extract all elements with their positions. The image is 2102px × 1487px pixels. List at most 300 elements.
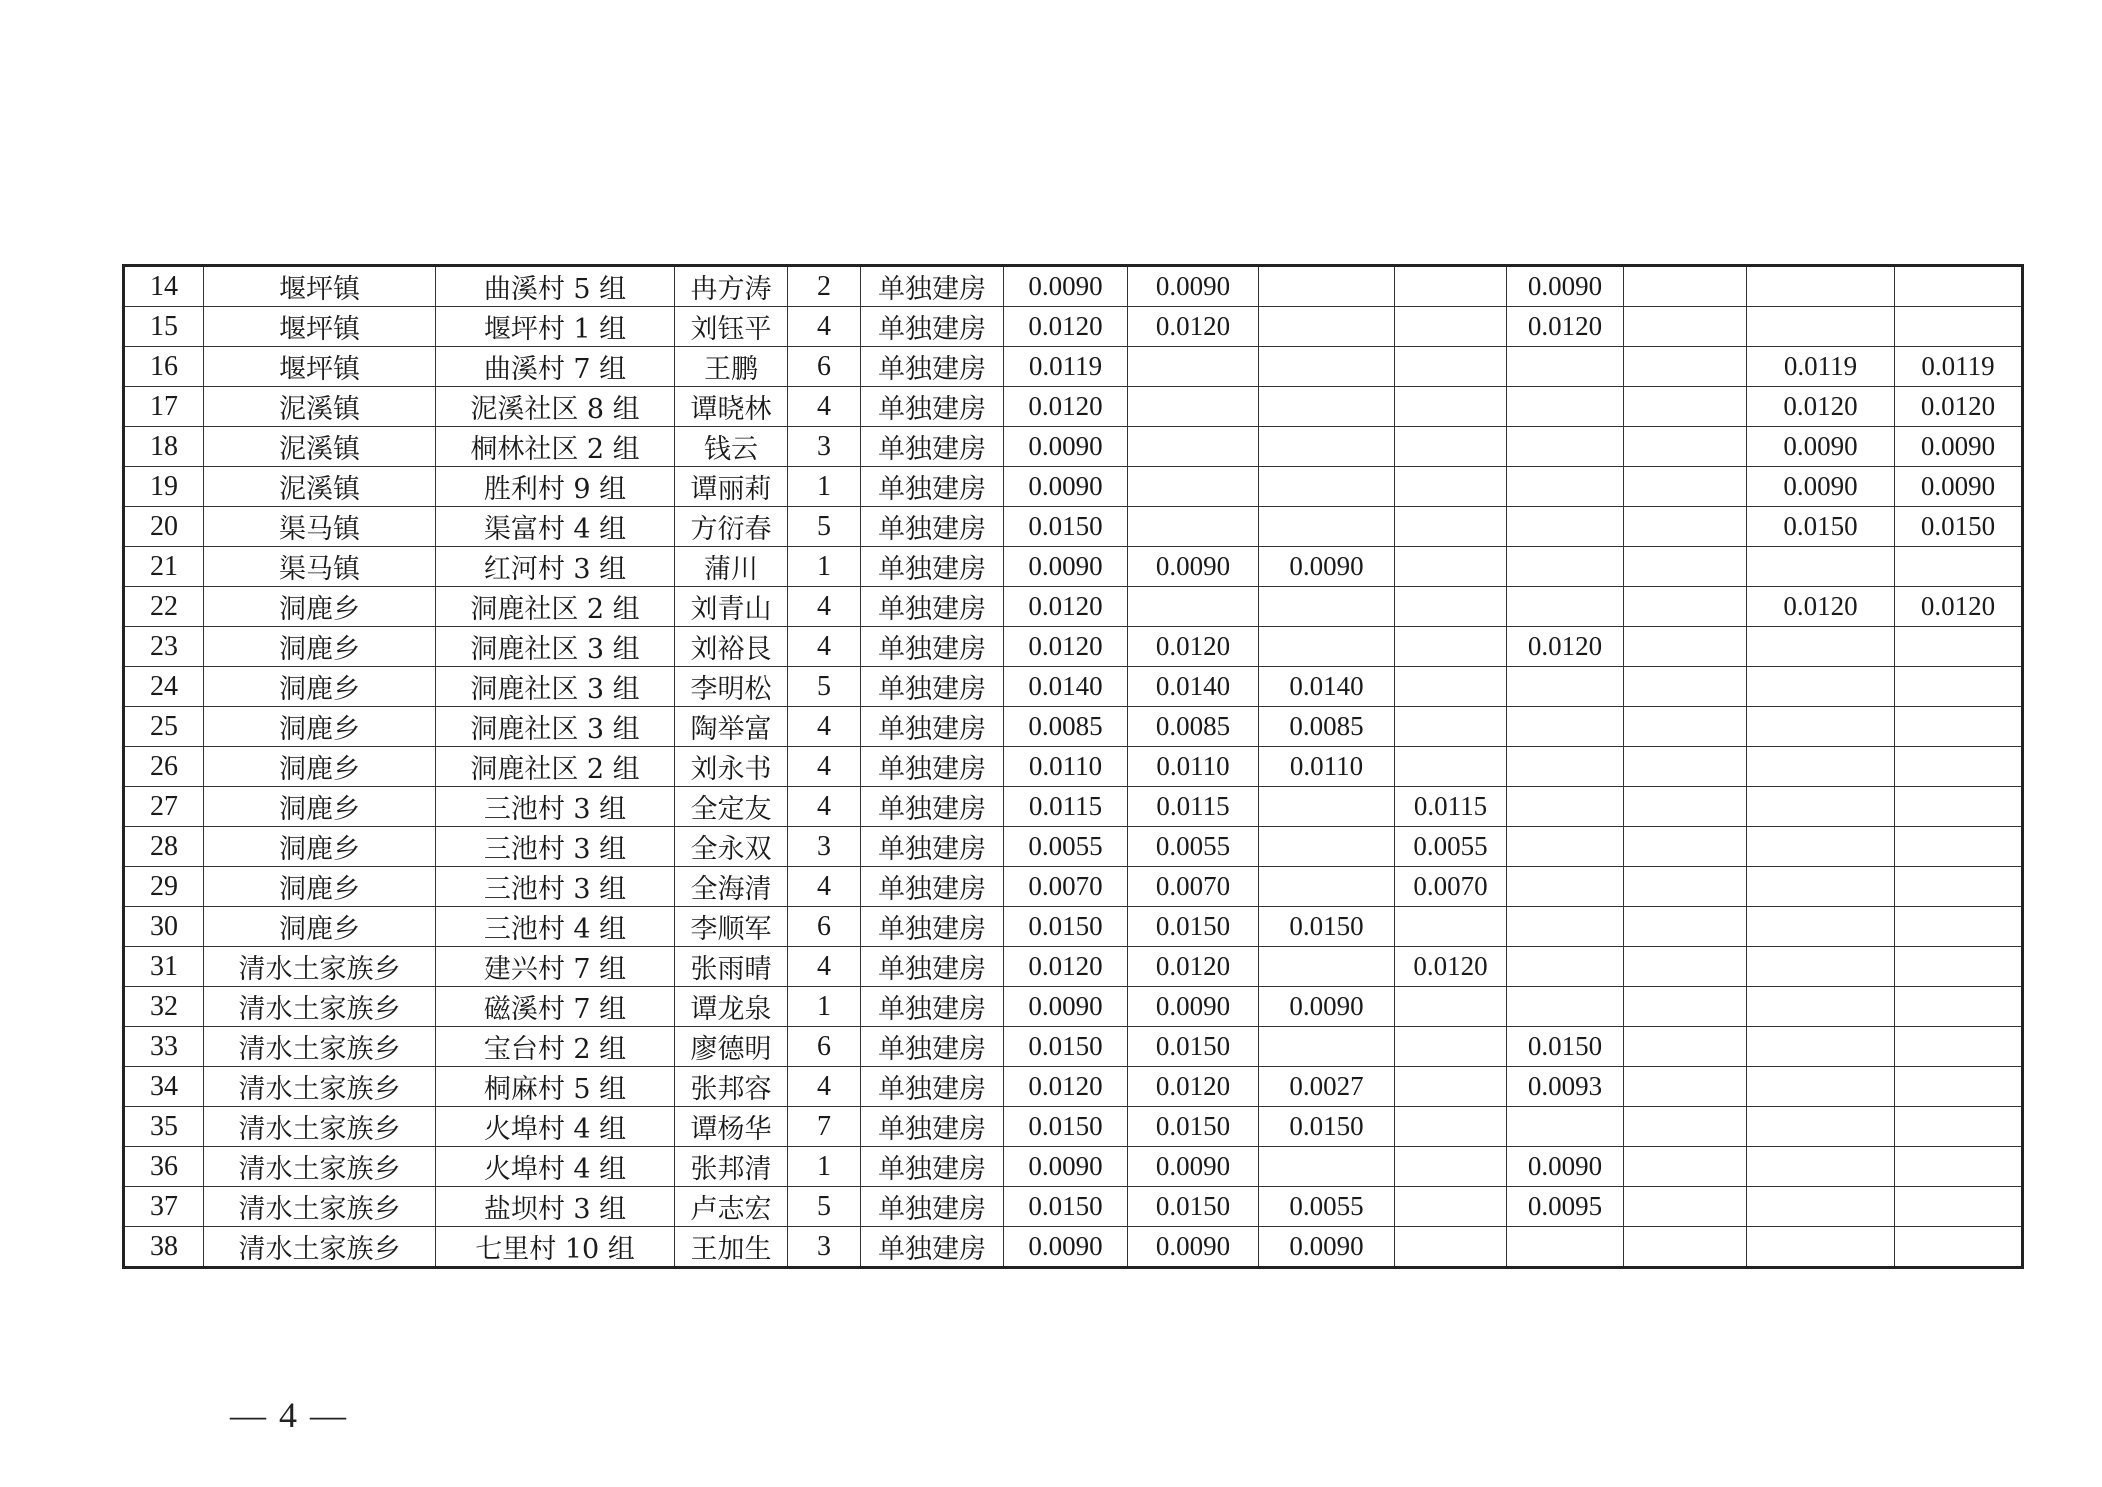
- area-col2-cell: 0.0085: [1128, 707, 1259, 747]
- applicant-name-cell: 王加生: [675, 1227, 788, 1268]
- household-size-cell: 4: [788, 787, 861, 827]
- area-total-cell: 0.0120: [1004, 307, 1128, 347]
- area-col6-cell: [1624, 1107, 1747, 1147]
- row-number-cell: 21: [124, 547, 204, 587]
- applicant-name-cell: 廖德明: [675, 1027, 788, 1067]
- row-number-cell: 37: [124, 1187, 204, 1227]
- build-type-cell: 单独建房: [861, 827, 1004, 867]
- household-size-cell: 3: [788, 827, 861, 867]
- row-number-cell: 32: [124, 987, 204, 1027]
- area-col3-cell: 0.0027: [1259, 1067, 1395, 1107]
- area-col5-cell: 0.0090: [1507, 1147, 1624, 1187]
- table-row: [124, 947, 2023, 987]
- area-col3-cell: [1259, 427, 1395, 467]
- area-col8-cell: [1895, 907, 2023, 947]
- applicant-name-cell: 谭杨华: [675, 1107, 788, 1147]
- row-number-cell: 36: [124, 1147, 204, 1187]
- area-total-cell: 0.0120: [1004, 1067, 1128, 1107]
- area-col5-cell: [1507, 507, 1624, 547]
- area-col7-cell: 0.0119: [1747, 347, 1895, 387]
- area-col2-cell: [1128, 347, 1259, 387]
- table-row: [124, 427, 2023, 467]
- village-group-cell: 曲溪村 7 组: [436, 347, 675, 387]
- area-col2-cell: 0.0090: [1128, 266, 1259, 307]
- table-row: [124, 1187, 2023, 1227]
- build-type-cell: 单独建房: [861, 707, 1004, 747]
- build-type-cell: 单独建房: [861, 507, 1004, 547]
- build-type-cell: 单独建房: [861, 427, 1004, 467]
- area-total-cell: 0.0120: [1004, 627, 1128, 667]
- area-col4-cell: 0.0115: [1395, 787, 1507, 827]
- household-size-cell: 7: [788, 1107, 861, 1147]
- area-col6-cell: [1624, 707, 1747, 747]
- area-col2-cell: [1128, 387, 1259, 427]
- area-total-cell: 0.0150: [1004, 1107, 1128, 1147]
- build-type-cell: 单独建房: [861, 467, 1004, 507]
- area-col6-cell: [1624, 987, 1747, 1027]
- area-col4-cell: [1395, 347, 1507, 387]
- village-group-cell: 三池村 3 组: [436, 787, 675, 827]
- area-col7-cell: [1747, 867, 1895, 907]
- table-row: [124, 747, 2023, 787]
- area-col3-cell: 0.0110: [1259, 747, 1395, 787]
- area-col2-cell: 0.0120: [1128, 627, 1259, 667]
- row-number-cell: 23: [124, 627, 204, 667]
- area-col2-cell: 0.0150: [1128, 1187, 1259, 1227]
- household-size-cell: 3: [788, 427, 861, 467]
- area-col8-cell: [1895, 627, 2023, 667]
- township-cell: 泥溪镇: [204, 467, 436, 507]
- household-size-cell: 1: [788, 987, 861, 1027]
- area-col4-cell: [1395, 1027, 1507, 1067]
- township-cell: 洞鹿乡: [204, 587, 436, 627]
- row-number-cell: 19: [124, 467, 204, 507]
- table-row: [124, 266, 2023, 307]
- household-size-cell: 1: [788, 547, 861, 587]
- area-col5-cell: 0.0150: [1507, 1027, 1624, 1067]
- village-group-cell: 洞鹿社区 2 组: [436, 747, 675, 787]
- area-total-cell: 0.0150: [1004, 1027, 1128, 1067]
- area-col4-cell: [1395, 707, 1507, 747]
- applicant-name-cell: 谭晓林: [675, 387, 788, 427]
- area-col7-cell: 0.0090: [1747, 467, 1895, 507]
- table-row: [124, 347, 2023, 387]
- area-total-cell: 0.0090: [1004, 266, 1128, 307]
- area-col8-cell: 0.0150: [1895, 507, 2023, 547]
- village-group-cell: 磁溪村 7 组: [436, 987, 675, 1027]
- area-col5-cell: [1507, 387, 1624, 427]
- area-col5-cell: [1507, 747, 1624, 787]
- area-col5-cell: [1507, 347, 1624, 387]
- area-col2-cell: [1128, 427, 1259, 467]
- area-col3-cell: [1259, 307, 1395, 347]
- area-col5-cell: 0.0120: [1507, 627, 1624, 667]
- household-size-cell: 2: [788, 266, 861, 307]
- household-size-cell: 5: [788, 507, 861, 547]
- township-cell: 渠马镇: [204, 507, 436, 547]
- area-col5-cell: [1507, 667, 1624, 707]
- build-type-cell: 单独建房: [861, 1067, 1004, 1107]
- area-col7-cell: 0.0120: [1747, 387, 1895, 427]
- area-col7-cell: [1747, 1027, 1895, 1067]
- area-col4-cell: [1395, 1107, 1507, 1147]
- area-col3-cell: [1259, 827, 1395, 867]
- area-col5-cell: 0.0090: [1507, 266, 1624, 307]
- area-col4-cell: [1395, 1227, 1507, 1268]
- area-col7-cell: [1747, 707, 1895, 747]
- area-col7-cell: [1747, 627, 1895, 667]
- build-type-cell: 单独建房: [861, 266, 1004, 307]
- area-col3-cell: [1259, 387, 1395, 427]
- row-number-cell: 17: [124, 387, 204, 427]
- area-col5-cell: [1507, 907, 1624, 947]
- area-col7-cell: [1747, 827, 1895, 867]
- area-col3-cell: 0.0150: [1259, 907, 1395, 947]
- area-col8-cell: [1895, 827, 2023, 867]
- area-col3-cell: [1259, 266, 1395, 307]
- township-cell: 洞鹿乡: [204, 747, 436, 787]
- row-number-cell: 35: [124, 1107, 204, 1147]
- area-col4-cell: [1395, 747, 1507, 787]
- area-col2-cell: 0.0150: [1128, 1107, 1259, 1147]
- area-col8-cell: [1895, 787, 2023, 827]
- build-type-cell: 单独建房: [861, 347, 1004, 387]
- household-size-cell: 6: [788, 347, 861, 387]
- village-group-cell: 宝台村 2 组: [436, 1027, 675, 1067]
- household-size-cell: 4: [788, 747, 861, 787]
- area-col7-cell: [1747, 907, 1895, 947]
- area-col4-cell: [1395, 587, 1507, 627]
- township-cell: 洞鹿乡: [204, 667, 436, 707]
- build-type-cell: 单独建房: [861, 387, 1004, 427]
- village-group-cell: 洞鹿社区 3 组: [436, 627, 675, 667]
- area-col2-cell: 0.0070: [1128, 867, 1259, 907]
- row-number-cell: 16: [124, 347, 204, 387]
- table-row: [124, 1067, 2023, 1107]
- table-row: [124, 667, 2023, 707]
- area-col7-cell: [1747, 1227, 1895, 1268]
- build-type-cell: 单独建房: [861, 1027, 1004, 1067]
- area-col3-cell: [1259, 867, 1395, 907]
- area-total-cell: 0.0119: [1004, 347, 1128, 387]
- table-row: [124, 827, 2023, 867]
- area-col2-cell: 0.0090: [1128, 1147, 1259, 1187]
- area-col7-cell: [1747, 266, 1895, 307]
- build-type-cell: 单独建房: [861, 627, 1004, 667]
- applicant-name-cell: 钱云: [675, 427, 788, 467]
- village-group-cell: 盐坝村 3 组: [436, 1187, 675, 1227]
- table-body: [124, 266, 2023, 1268]
- area-col7-cell: 0.0150: [1747, 507, 1895, 547]
- area-col6-cell: [1624, 627, 1747, 667]
- household-size-cell: 3: [788, 1227, 861, 1268]
- area-col4-cell: [1395, 507, 1507, 547]
- village-group-cell: 桐林社区 2 组: [436, 427, 675, 467]
- village-group-cell: 火埠村 4 组: [436, 1107, 675, 1147]
- area-col5-cell: [1507, 947, 1624, 987]
- area-col5-cell: [1507, 707, 1624, 747]
- table-row: [124, 787, 2023, 827]
- area-col5-cell: [1507, 1107, 1624, 1147]
- area-col3-cell: [1259, 1027, 1395, 1067]
- area-total-cell: 0.0055: [1004, 827, 1128, 867]
- area-col6-cell: [1624, 1187, 1747, 1227]
- area-col6-cell: [1624, 507, 1747, 547]
- village-group-cell: 堰坪村 1 组: [436, 307, 675, 347]
- applicant-name-cell: 李明松: [675, 667, 788, 707]
- area-col3-cell: 0.0140: [1259, 667, 1395, 707]
- area-col7-cell: [1747, 747, 1895, 787]
- area-col3-cell: 0.0150: [1259, 1107, 1395, 1147]
- area-col4-cell: [1395, 1067, 1507, 1107]
- area-col8-cell: [1895, 1107, 2023, 1147]
- household-size-cell: 4: [788, 387, 861, 427]
- area-col2-cell: 0.0120: [1128, 947, 1259, 987]
- area-col5-cell: [1507, 547, 1624, 587]
- row-number-cell: 27: [124, 787, 204, 827]
- area-total-cell: 0.0150: [1004, 907, 1128, 947]
- build-type-cell: 单独建房: [861, 867, 1004, 907]
- area-col4-cell: [1395, 467, 1507, 507]
- area-col4-cell: [1395, 1187, 1507, 1227]
- table-row: [124, 547, 2023, 587]
- applicant-name-cell: 谭丽莉: [675, 467, 788, 507]
- area-col8-cell: 0.0119: [1895, 347, 2023, 387]
- township-cell: 洞鹿乡: [204, 627, 436, 667]
- area-col8-cell: 0.0090: [1895, 427, 2023, 467]
- table-row: [124, 867, 2023, 907]
- area-col3-cell: 0.0085: [1259, 707, 1395, 747]
- area-col5-cell: 0.0095: [1507, 1187, 1624, 1227]
- area-col6-cell: [1624, 427, 1747, 467]
- land-use-table: [122, 264, 2024, 1269]
- area-col7-cell: [1747, 787, 1895, 827]
- village-group-cell: 三池村 3 组: [436, 867, 675, 907]
- applicant-name-cell: 刘裕艮: [675, 627, 788, 667]
- area-col8-cell: [1895, 707, 2023, 747]
- area-col3-cell: 0.0090: [1259, 1227, 1395, 1268]
- area-col2-cell: 0.0090: [1128, 547, 1259, 587]
- build-type-cell: 单独建房: [861, 1227, 1004, 1268]
- applicant-name-cell: 卢志宏: [675, 1187, 788, 1227]
- area-col6-cell: [1624, 387, 1747, 427]
- township-cell: 堰坪镇: [204, 307, 436, 347]
- build-type-cell: 单独建房: [861, 987, 1004, 1027]
- village-group-cell: 三池村 3 组: [436, 827, 675, 867]
- area-col2-cell: [1128, 467, 1259, 507]
- area-total-cell: 0.0115: [1004, 787, 1128, 827]
- row-number-cell: 15: [124, 307, 204, 347]
- area-col8-cell: [1895, 547, 2023, 587]
- area-col6-cell: [1624, 1147, 1747, 1187]
- township-cell: 堰坪镇: [204, 266, 436, 307]
- area-col6-cell: [1624, 547, 1747, 587]
- area-col6-cell: [1624, 1067, 1747, 1107]
- area-col3-cell: 0.0090: [1259, 547, 1395, 587]
- row-number-cell: 18: [124, 427, 204, 467]
- household-size-cell: 1: [788, 467, 861, 507]
- area-col8-cell: [1895, 1227, 2023, 1268]
- applicant-name-cell: 陶举富: [675, 707, 788, 747]
- applicant-name-cell: 刘青山: [675, 587, 788, 627]
- area-col6-cell: [1624, 787, 1747, 827]
- village-group-cell: 建兴村 7 组: [436, 947, 675, 987]
- area-col4-cell: 0.0120: [1395, 947, 1507, 987]
- area-col8-cell: [1895, 867, 2023, 907]
- table-row: [124, 907, 2023, 947]
- area-col7-cell: 0.0090: [1747, 427, 1895, 467]
- household-size-cell: 1: [788, 1147, 861, 1187]
- area-col6-cell: [1624, 307, 1747, 347]
- build-type-cell: 单独建房: [861, 907, 1004, 947]
- area-col2-cell: 0.0090: [1128, 987, 1259, 1027]
- table-row: [124, 1027, 2023, 1067]
- build-type-cell: 单独建房: [861, 787, 1004, 827]
- area-col4-cell: 0.0055: [1395, 827, 1507, 867]
- village-group-cell: 泥溪社区 8 组: [436, 387, 675, 427]
- area-col8-cell: 0.0120: [1895, 387, 2023, 427]
- area-total-cell: 0.0150: [1004, 1187, 1128, 1227]
- area-col3-cell: 0.0055: [1259, 1187, 1395, 1227]
- applicant-name-cell: 方衍春: [675, 507, 788, 547]
- row-number-cell: 31: [124, 947, 204, 987]
- build-type-cell: 单独建房: [861, 547, 1004, 587]
- area-col4-cell: [1395, 1147, 1507, 1187]
- household-size-cell: 4: [788, 707, 861, 747]
- area-col6-cell: [1624, 1227, 1747, 1268]
- area-col2-cell: 0.0140: [1128, 667, 1259, 707]
- area-total-cell: 0.0085: [1004, 707, 1128, 747]
- area-col7-cell: [1747, 547, 1895, 587]
- area-col2-cell: 0.0150: [1128, 1027, 1259, 1067]
- area-col4-cell: 0.0070: [1395, 867, 1507, 907]
- area-col4-cell: [1395, 987, 1507, 1027]
- area-col3-cell: 0.0090: [1259, 987, 1395, 1027]
- area-col2-cell: 0.0115: [1128, 787, 1259, 827]
- area-col6-cell: [1624, 867, 1747, 907]
- township-cell: 清水土家族乡: [204, 1067, 436, 1107]
- table-row: [124, 507, 2023, 547]
- build-type-cell: 单独建房: [861, 1147, 1004, 1187]
- area-total-cell: 0.0090: [1004, 1147, 1128, 1187]
- area-col3-cell: [1259, 1147, 1395, 1187]
- area-col8-cell: [1895, 987, 2023, 1027]
- table-row: [124, 307, 2023, 347]
- area-col2-cell: 0.0055: [1128, 827, 1259, 867]
- area-col4-cell: [1395, 307, 1507, 347]
- applicant-name-cell: 王鹏: [675, 347, 788, 387]
- village-group-cell: 洞鹿社区 3 组: [436, 707, 675, 747]
- applicant-name-cell: 刘钰平: [675, 307, 788, 347]
- table-row: [124, 1107, 2023, 1147]
- area-col4-cell: [1395, 547, 1507, 587]
- area-col7-cell: [1747, 1067, 1895, 1107]
- table-row: [124, 627, 2023, 667]
- table-row: [124, 1147, 2023, 1187]
- area-col6-cell: [1624, 266, 1747, 307]
- area-total-cell: 0.0120: [1004, 587, 1128, 627]
- applicant-name-cell: 冉方涛: [675, 266, 788, 307]
- build-type-cell: 单独建房: [861, 947, 1004, 987]
- area-col7-cell: [1747, 307, 1895, 347]
- township-cell: 洞鹿乡: [204, 787, 436, 827]
- township-cell: 泥溪镇: [204, 427, 436, 467]
- table-row: [124, 987, 2023, 1027]
- area-col4-cell: [1395, 427, 1507, 467]
- area-col5-cell: [1507, 467, 1624, 507]
- township-cell: 洞鹿乡: [204, 867, 436, 907]
- row-number-cell: 14: [124, 266, 204, 307]
- area-col6-cell: [1624, 667, 1747, 707]
- area-col5-cell: 0.0093: [1507, 1067, 1624, 1107]
- household-size-cell: 4: [788, 587, 861, 627]
- row-number-cell: 24: [124, 667, 204, 707]
- area-col3-cell: [1259, 467, 1395, 507]
- area-col7-cell: [1747, 947, 1895, 987]
- township-cell: 洞鹿乡: [204, 827, 436, 867]
- area-col8-cell: [1895, 1147, 2023, 1187]
- area-col7-cell: 0.0120: [1747, 587, 1895, 627]
- row-number-cell: 28: [124, 827, 204, 867]
- row-number-cell: 38: [124, 1227, 204, 1268]
- area-col7-cell: [1747, 1187, 1895, 1227]
- area-total-cell: 0.0140: [1004, 667, 1128, 707]
- area-col6-cell: [1624, 347, 1747, 387]
- row-number-cell: 20: [124, 507, 204, 547]
- area-col8-cell: [1895, 747, 2023, 787]
- area-col8-cell: [1895, 307, 2023, 347]
- area-col7-cell: [1747, 667, 1895, 707]
- township-cell: 泥溪镇: [204, 387, 436, 427]
- village-group-cell: 红河村 3 组: [436, 547, 675, 587]
- applicant-name-cell: 谭龙泉: [675, 987, 788, 1027]
- area-col8-cell: [1895, 1027, 2023, 1067]
- area-col6-cell: [1624, 467, 1747, 507]
- village-group-cell: 曲溪村 5 组: [436, 266, 675, 307]
- area-col3-cell: [1259, 787, 1395, 827]
- build-type-cell: 单独建房: [861, 587, 1004, 627]
- area-col5-cell: 0.0120: [1507, 307, 1624, 347]
- table-row: [124, 587, 2023, 627]
- area-col8-cell: [1895, 266, 2023, 307]
- area-total-cell: 0.0090: [1004, 467, 1128, 507]
- page-number: — 4 —: [230, 1395, 348, 1435]
- area-col3-cell: [1259, 587, 1395, 627]
- township-cell: 清水土家族乡: [204, 947, 436, 987]
- area-col3-cell: [1259, 947, 1395, 987]
- area-col3-cell: [1259, 347, 1395, 387]
- area-col5-cell: [1507, 427, 1624, 467]
- area-col8-cell: [1895, 667, 2023, 707]
- area-total-cell: 0.0110: [1004, 747, 1128, 787]
- area-total-cell: 0.0120: [1004, 947, 1128, 987]
- township-cell: 清水土家族乡: [204, 1187, 436, 1227]
- area-col7-cell: [1747, 987, 1895, 1027]
- applicant-name-cell: 全定友: [675, 787, 788, 827]
- household-size-cell: 5: [788, 1187, 861, 1227]
- area-col7-cell: [1747, 1107, 1895, 1147]
- build-type-cell: 单独建房: [861, 667, 1004, 707]
- township-cell: 清水土家族乡: [204, 1147, 436, 1187]
- applicant-name-cell: 张邦容: [675, 1067, 788, 1107]
- area-col4-cell: [1395, 266, 1507, 307]
- applicant-name-cell: 蒲川: [675, 547, 788, 587]
- table-row: [124, 467, 2023, 507]
- area-total-cell: 0.0090: [1004, 1227, 1128, 1268]
- area-col2-cell: 0.0120: [1128, 307, 1259, 347]
- area-col8-cell: [1895, 1067, 2023, 1107]
- area-col6-cell: [1624, 747, 1747, 787]
